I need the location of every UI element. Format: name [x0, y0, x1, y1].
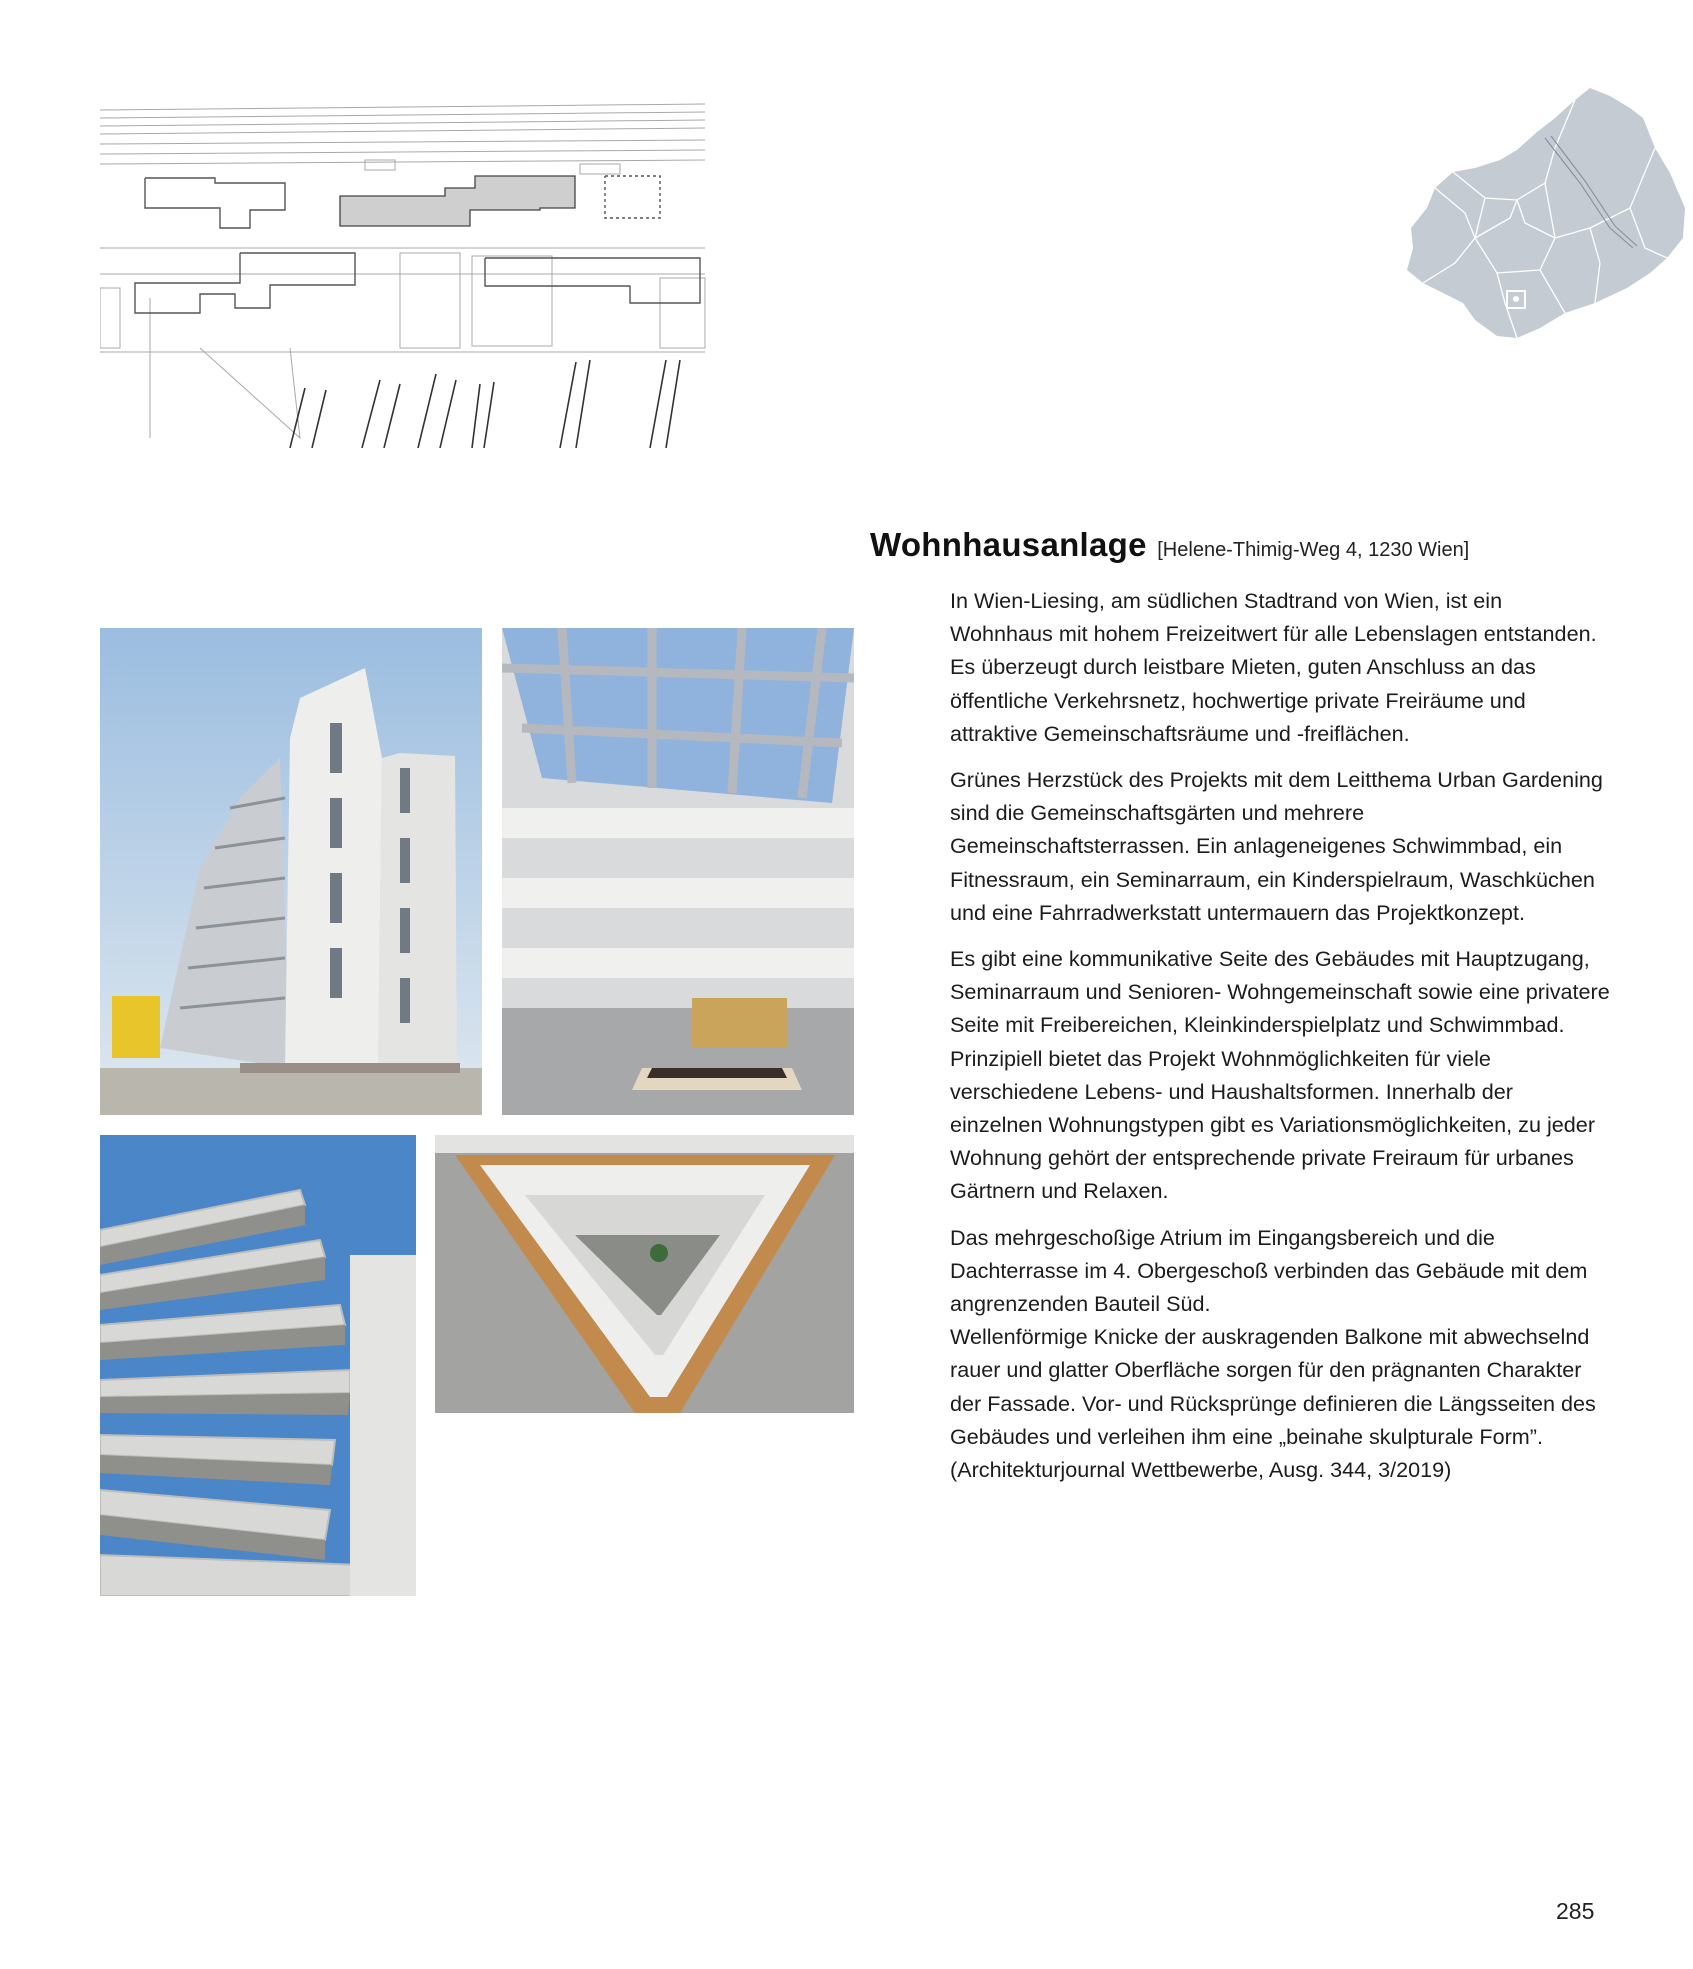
paragraph: Es gibt eine kommunikative Seite des Gebäudes mit Hauptzugang, Seminarraum und Senioren- Wohngemeinschaft sowie eine privatere Seite mit Freibereichen, Kleinkinderspielplatz und Schwimmbad. Prinzipiell bietet das Projekt Wohnmöglichkeiten für viele verschiedene Lebens- und Haushaltsformen. Innerhalb der einzelnen Wohnungstypen gibt es Variationsmöglichkeiten, zu jeder Wohnung gehört der entsprechende private Freiraum für urbanes Gärtnern und Relaxen. [950, 946, 1610, 1204]
page-title: Wohnhausanlage [870, 526, 1147, 563]
photo-atrium-interior [502, 628, 854, 1115]
photo-balconies [100, 1135, 416, 1596]
photo-building-exterior [100, 628, 482, 1115]
site-plan-drawing [100, 98, 710, 448]
vienna-district-map [1405, 88, 1693, 346]
heading-row [870, 526, 1469, 564]
paragraph: Grünes Herzstück des Projekts mit dem Leitthema Urban Gardening sind die Gemeinschaftsgärten und mehrere Gemeinschaftsterrassen. Ein anlageneigenes Schwimmbad, ein Fitnessraum, ein Seminarraum, ein Kinderspielraum, Waschküchen und eine Fahrradwerkstatt untermauern das Projektkonzept. [950, 767, 1603, 925]
address-label: [Helene-Thimig-Weg 4, 1230 Wien] [1157, 539, 1470, 561]
article-body [950, 584, 1610, 1486]
paragraph: Wellenförmige Knicke der auskragenden Balkone mit abwechselnd rauer und glatter Oberfläche sorgen für den prägnanten Charakter der Fassade. Vor- und Rücksprünge definieren die Längsseiten des Gebäudes und verleihen ihm eine „beinahe skulpturale Form”. [950, 1324, 1596, 1449]
paragraph: In Wien-Liesing, am südlichen Stadtrand von Wien, ist ein Wohnhaus mit hohem Freizeitwert für alle Lebenslagen entstanden. Es überzeugt durch leistbare Mieten, guten Anschluss an das öffentliche Verkehrsnetz, hochwertige private Freiräume und attraktive Gemeinschaftsräume und -freiflächen. [950, 588, 1597, 746]
paragraph: Das mehrgeschoßige Atrium im Eingangsbereich und die Dachterrasse im 4. Obergeschoß verbinden das Gebäude mit dem angrenzenden Bauteil Süd. [950, 1224, 1588, 1317]
source-citation: (Architekturjournal Wettbewerbe, Ausg. 344, 3/2019) [950, 1457, 1452, 1483]
photo-triangular-atrium [435, 1135, 854, 1413]
page-number: 285 [1556, 1898, 1595, 1924]
